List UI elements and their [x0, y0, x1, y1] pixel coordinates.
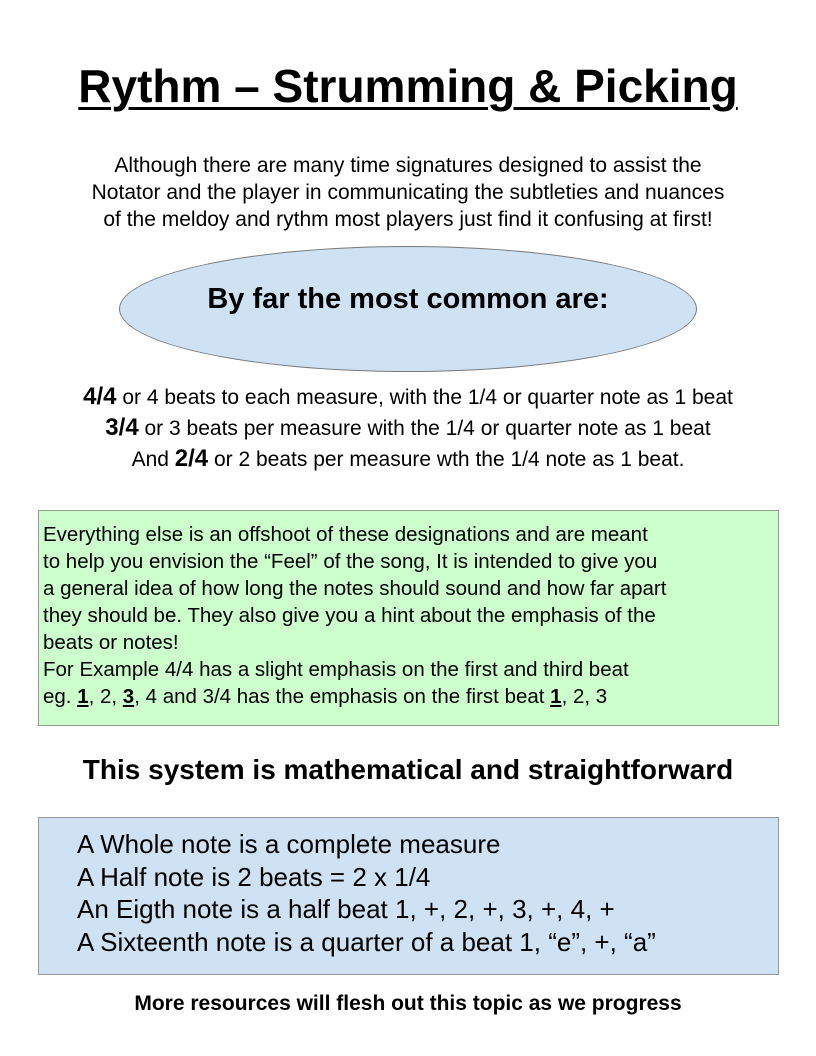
- emphasized-beat: 1: [77, 685, 89, 708]
- signature-line: [20, 413, 796, 444]
- example-text: , 2, 3: [561, 685, 608, 708]
- signature-description: or 3 beats per measure with the 1/4 or quarter note as 1 beat: [138, 417, 711, 440]
- note-value-line: An Eigth note is a half beat 1, +, 2, +, 3, +, 4, +: [77, 894, 615, 924]
- callout-text: By far the most common are:: [207, 283, 609, 315]
- note-value-line: A Whole note is a complete measure: [77, 829, 501, 859]
- time-signature-list: [20, 382, 796, 475]
- explanation-line: beats or notes!: [43, 631, 179, 654]
- intro-line: of the meldoy and rythm most players just find it confusing at first!: [103, 208, 713, 231]
- note-value-line: A Sixteenth note is a quarter of a beat 1, “e”, +, “a”: [77, 926, 656, 957]
- footer-note: More resources will flesh out this topic as we progress: [134, 992, 682, 1015]
- intro-line: Although there are many time signatures designed to assist the: [114, 154, 702, 177]
- signature-prefix: And: [131, 448, 175, 471]
- explanation-line: a general idea of how long the notes should sound and how far apart: [43, 577, 667, 600]
- example-text: eg.: [43, 685, 78, 708]
- emphasized-beat: 1: [550, 685, 562, 708]
- emphasized-beat: 3: [122, 685, 135, 708]
- signature-line: [20, 444, 796, 475]
- intro-line: Notator and the player in communicating the subtleties and nuances: [91, 181, 725, 204]
- page-title: Rythm – Strumming & Picking: [78, 60, 738, 112]
- explanation-box: [38, 510, 779, 726]
- intro-paragraph: [30, 152, 786, 233]
- signature-value: 4/4: [83, 383, 117, 410]
- signature-line: [20, 382, 796, 413]
- emphasis-example: [43, 683, 774, 710]
- section-heading: This system is mathematical and straightforward: [82, 754, 734, 785]
- note-values-box: [38, 817, 779, 975]
- signature-value: 2/4: [174, 445, 209, 472]
- signature-description: or 4 beats to each measure, with the 1/4 or quarter note as 1 beat: [116, 386, 733, 409]
- note-value-line: A Half note is 2 beats = 2 x 1/4: [77, 861, 431, 892]
- explanation-line: Everything else is an offshoot of these designations and are meant: [43, 523, 648, 546]
- signature-description: or 2 beats per measure wth the 1/4 note as 1 beat.: [208, 448, 685, 471]
- signature-value: 3/4: [105, 414, 139, 441]
- explanation-line: For Example 4/4 has a slight emphasis on the first and third beat: [43, 658, 629, 681]
- example-text: , 4 and 3/4 has the emphasis on the first beat: [134, 685, 551, 708]
- explanation-line: they should be. They also give you a hint about the emphasis of the: [43, 604, 656, 627]
- explanation-line: to help you envision the “Feel” of the song, It is intended to give you: [43, 550, 658, 573]
- example-text: , 2,: [88, 685, 123, 708]
